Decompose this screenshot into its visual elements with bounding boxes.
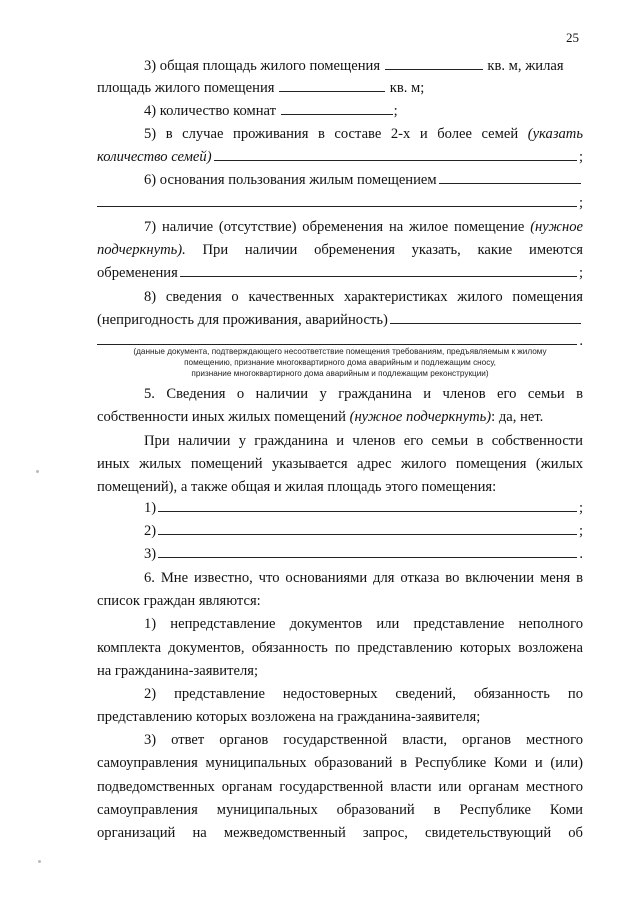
sec5-para-line3: [97, 476, 583, 498]
blank-field: [385, 56, 483, 70]
text: собственности иных жилых помещений: [97, 409, 346, 425]
blank-field: [158, 544, 577, 558]
footnote-line: признание многоквартирного дома аварийным и подлежащим реконструкции): [191, 369, 489, 378]
item8-line1: [97, 286, 583, 308]
text: 2) представление недостоверных сведений, обязанность по: [144, 686, 583, 702]
text: 4) количество комнат: [144, 103, 277, 119]
item7-line1: [97, 216, 583, 238]
scan-speck: [36, 470, 39, 473]
footnote-line: помещению, признание многоквартирного дома аварийным и подлежащим сносу,: [184, 358, 496, 367]
blank-field: [97, 193, 577, 207]
sec6-line2: [97, 590, 583, 612]
item5-line2: [97, 146, 583, 168]
blank-field: [279, 78, 385, 92]
sec6-item1-line3: [97, 660, 583, 682]
text: 5. Сведения о наличии у гражданина и членов его семьи в: [144, 386, 583, 402]
text: При наличии обременения указать, какие имеются: [202, 242, 583, 258]
scan-speck: [38, 860, 41, 863]
text: площадь жилого помещения: [97, 80, 275, 96]
item3-line1: [97, 55, 583, 77]
blank-field: [158, 521, 577, 535]
address-line-2: [97, 520, 583, 542]
sec6-item3-line3: [97, 776, 583, 798]
text: представлению которых возложена на гражданина-заявителя;: [97, 709, 481, 725]
sec5-line2: [97, 406, 583, 428]
blank-field: [97, 331, 577, 345]
sec6-item3-line4: [97, 799, 583, 821]
text: организаций на межведомственный запрос, свидетельствующий об: [97, 825, 583, 841]
text: 6) основания пользования жилым помещением: [144, 172, 437, 188]
sec6-item3-line2: [97, 752, 583, 774]
text: комплекта документов, обязанность по представлению которых возложена: [97, 640, 583, 656]
blank-field: [158, 498, 577, 512]
blank-field: [281, 101, 393, 115]
sec5-para-line1: [97, 430, 583, 452]
text: ;: [393, 103, 398, 119]
footnote-line: (данные документа, подтверждающего несоответствие помещения требованиям, предъявляемым к жилому: [133, 347, 547, 356]
text: .: [579, 333, 583, 349]
text: 3) ответ органов государственной власти, органов местного: [144, 732, 583, 748]
text: ;: [578, 265, 583, 281]
item4-line: [97, 100, 583, 122]
text: 3): [144, 546, 157, 562]
text: 8) сведения о качественных характеристиках жилого помещения: [144, 289, 583, 305]
text: 3) общая площадь жилого помещения: [144, 58, 381, 74]
blank-field: [390, 310, 581, 324]
sec6-item2-line1: [97, 683, 583, 705]
item7-line3: [97, 262, 583, 284]
address-line-1: [97, 497, 583, 519]
item6-line2: [97, 192, 583, 214]
sec6-line1: [97, 567, 583, 589]
text: на гражданина-заявителя;: [97, 663, 259, 679]
sec5-line1: [97, 383, 583, 405]
blank-field: [180, 263, 577, 277]
text: количество семей): [97, 149, 212, 165]
text: обременения: [97, 265, 178, 281]
text: 2): [144, 523, 157, 539]
text: кв. м, жилая: [487, 58, 564, 74]
sec6-item3-line1: [97, 729, 583, 751]
footnote: [97, 346, 583, 379]
text: (нужное: [530, 219, 583, 235]
text: помещений), а также общая и жилая площадь этого помещения:: [97, 479, 497, 495]
text: 1): [144, 500, 157, 516]
text: (нужное подчеркнуть): [349, 409, 492, 425]
item6-line1: [97, 169, 583, 191]
text: .: [579, 546, 583, 562]
sec6-item1-line2: [97, 637, 583, 659]
page-number: 25: [566, 30, 579, 45]
text: 7) наличие (отсутствие) обременения на жилое помещение: [144, 219, 525, 235]
text: (непригодность для проживания, аварийность): [97, 312, 388, 328]
sec5-para-line2: [97, 453, 583, 475]
address-line-3: [97, 543, 583, 565]
text: ;: [578, 195, 583, 211]
text: ;: [578, 523, 583, 539]
text: : да, нет.: [491, 409, 544, 425]
item8-line2: [97, 309, 583, 331]
text: подведомственных органам государственной власти или органам местного: [97, 779, 583, 795]
text: самоуправления муниципальных образований в Республике Коми и (или): [97, 755, 583, 771]
text: (указать: [527, 126, 583, 142]
text: 1) непредставление документов или представление неполного: [144, 616, 583, 632]
sec6-item2-line2: [97, 706, 583, 728]
text: 6. Мне известно, что основаниями для отказа во включении меня в: [144, 570, 583, 586]
text: самоуправления муниципальных образований в Республике Коми: [97, 802, 583, 818]
text: При наличии у гражданина и членов его семьи в собственности: [144, 433, 583, 449]
text: кв. м;: [389, 80, 425, 96]
sec6-item1-line1: [97, 613, 583, 635]
text: подчеркнуть).: [97, 242, 186, 258]
blank-field: [214, 147, 577, 161]
text: 5) в случае проживания в составе 2-х и более семей: [144, 126, 519, 142]
text: иных жилых помещений указывается адрес жилого помещения (жилых: [97, 456, 583, 472]
text: ;: [578, 500, 583, 516]
sec6-item3-line5: [97, 822, 583, 844]
item5-line1: [97, 123, 583, 145]
text: ;: [578, 149, 583, 165]
item3-line2: [97, 77, 583, 99]
blank-field: [439, 170, 581, 184]
text: список граждан являются:: [97, 593, 261, 609]
item7-line2: [97, 239, 583, 261]
